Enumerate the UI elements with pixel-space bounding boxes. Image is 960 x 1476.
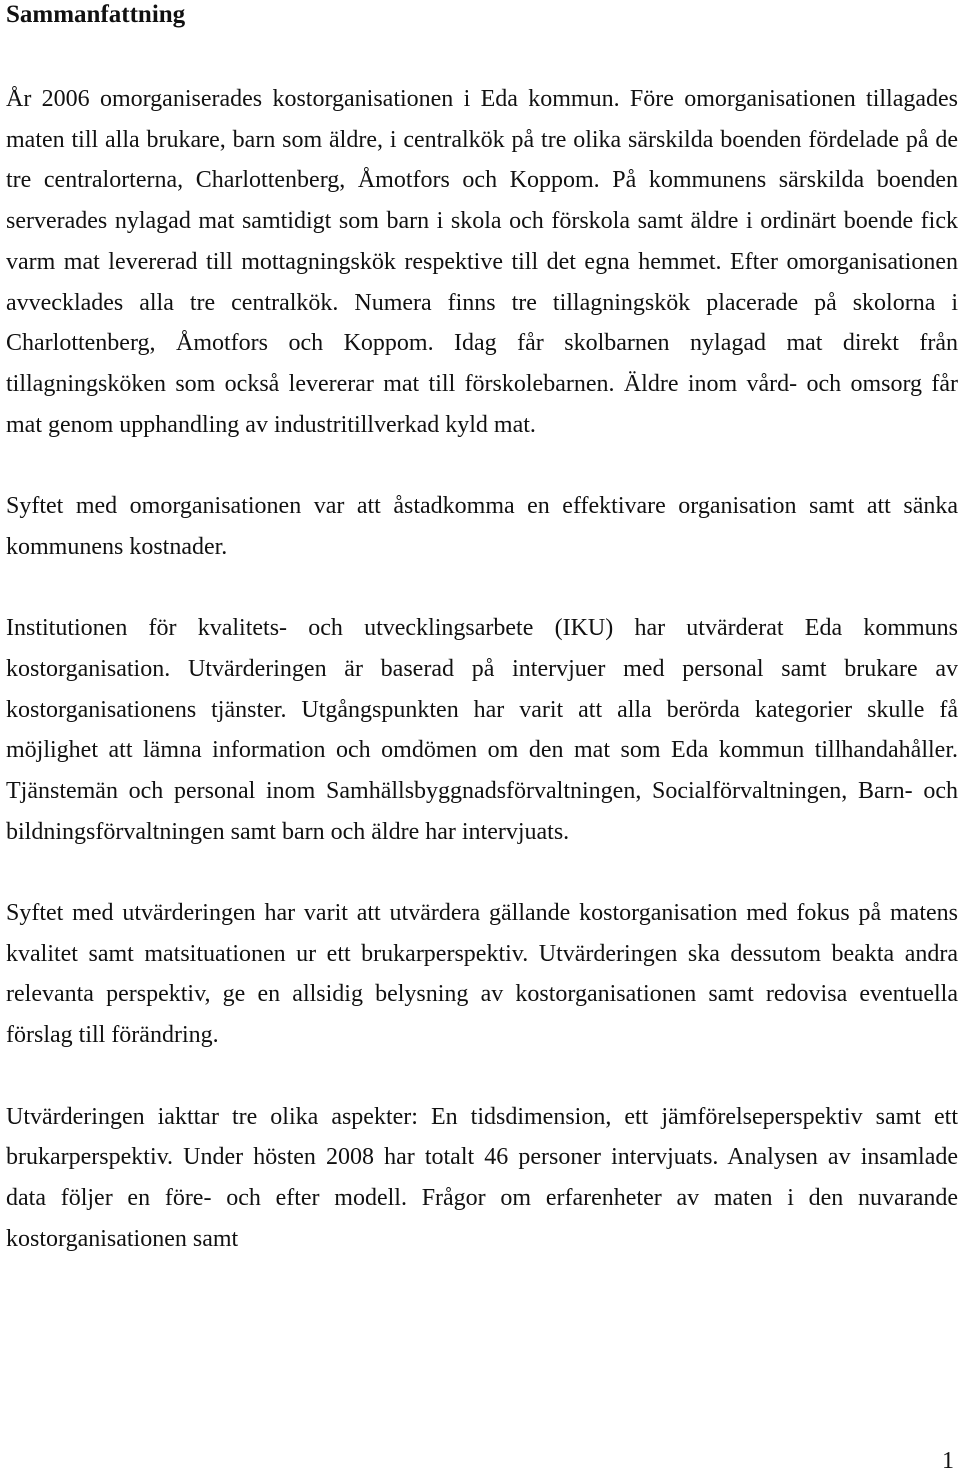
page-number: 1 — [942, 1448, 954, 1474]
paragraph-3: Institutionen för kvalitets- och utvecklingsarbete (IKU) har utvärderat Eda kommuns kostorganisation. Utvärderingen är baserad på intervjuer med personal samt brukare av kostorganisationens tjänster. Utgångspunkten har varit att alla berörda kategorier skulle få möjlighet att lämna information och omdömen om den mat som Eda kommun tillhandahåller. Tjänstemän och personal inom Samhällsbyggnadsförvaltningen, Socialförvaltningen, Barn- och bildningsförvaltningen samt barn och äldre har intervjuats. — [6, 615, 958, 845]
paragraph-4: Syftet med utvärderingen har varit att utvärdera gällande kostorganisation med fokus på matens kvalitet samt matsituationen ur ett brukarperspektiv. Utvärderingen ska dessutom beakta andra relevanta perspektiv, ge en allsidig belysning av kostorganisationen samt redovisa eventuella förslag till förändring. — [6, 900, 958, 1049]
section-heading: Sammanfattning — [6, 1, 186, 28]
paragraph-2: Syftet med omorganisationen var att åstadkomma en effektivare organisation samt att sänka kommunens kostnader. — [6, 493, 958, 560]
paragraph-5: Utvärderingen iakttar tre olika aspekter: En tidsdimension, ett jämförelseperspektiv samt ett brukarperspektiv. Under hösten 2008 har totalt 46 personer intervjuats. Analysen av insamlade data följer en före- och efter modell. Frågor om erfarenheter av maten i den nuvarande kostorganisationen samt — [6, 1103, 958, 1252]
paragraph-1: År 2006 omorganiserades kostorganisationen i Eda kommun. Före omorganisationen tillagades maten till alla brukare, barn som äldre, i centralkök på tre olika särskilda boenden fördelade på de tre centralorterna, Charlottenberg, Åmotfors och Koppom. På kommunens särskilda boenden serverades nylagad mat samtidigt som barn i skola och förskola samt äldre i ordinärt boende fick varm mat levererad till mottagningskök respektive till det egna hemmet. Efter omorganisationen avvecklades alla tre centralkök. Numera finns tre tillagningskök placerade på skolorna i Charlottenberg, Åmotfors och Koppom. Idag får skolbarnen nylagad mat direkt från tillagningsköken som också levererar mat till förskolebarnen. Äldre inom vård- och omsorg får mat genom upphandling av industritillverkad kyld mat. — [6, 86, 958, 438]
body-text — [6, 79, 958, 1259]
